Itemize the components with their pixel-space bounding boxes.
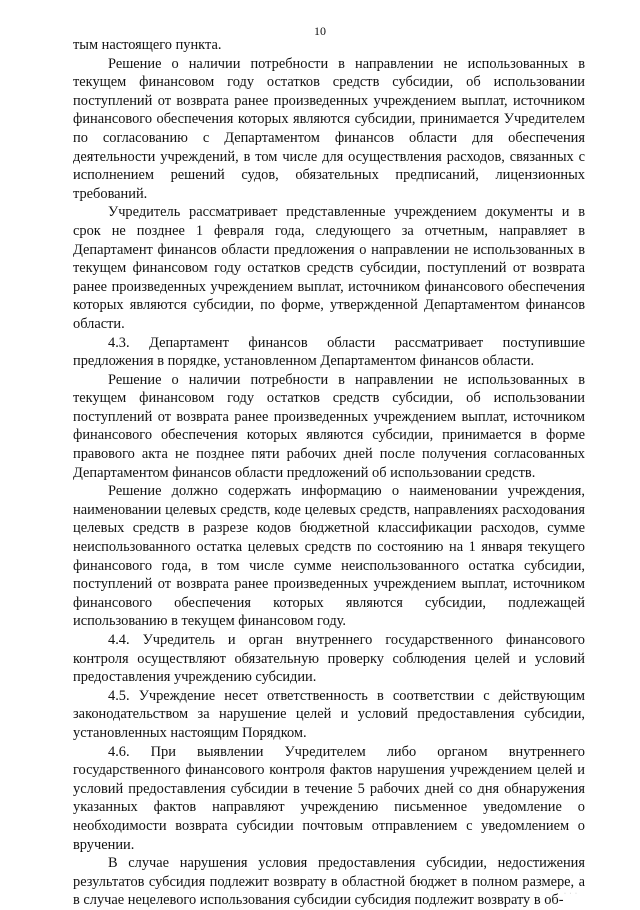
paragraph-continuation: тым настоящего пункта. — [73, 37, 222, 53]
paragraph-4-5: 4.5. Учреждение несет ответственность в соответствии с действующим законодательством за нарушение целей и условий предоставления субсидии, установленных настоящим Порядком. — [73, 687, 585, 741]
document-body — [73, 36, 585, 910]
paragraph-4-3: 4.3. Департамент финансов области рассматривает поступившие предложения в порядке, установленном Департаментом финансов области. — [73, 334, 585, 370]
paragraph-violation-return: В случае нарушения условия предоставления субсидии, недостижения результатов субсидия подлежит возврату в областной бюджет в полном размере, а в случае нецелевого использования субсидии субсидия подлежит возврату в об- — [73, 855, 585, 909]
paragraph-founder-review: Учредитель рассматривает представленные учреждением документы и в срок не позднее 1 февраля года, следующего за отчетным, направляет в Департамент финансов области предложения о направлении не использованных в текущем финансовом году остатков средств субсидии, поступлений от возврата ранее произведенных учреждением выплат, источником финансового обеспечения которых являются субсидии, по форме, утвержденной Департаментом финансов области. — [73, 204, 585, 332]
scan-mark: · · · — [564, 891, 578, 897]
paragraph-4-4: 4.4. Учредитель и орган внутреннего государственного финансового контроля осуществляют обязательную проверку соблюдения целей и условий предоставления учреждению субсидии. — [73, 632, 585, 686]
paragraph-decision-need: Решение о наличии потребности в направлении не использованных в текущем финансовом году остатков средств субсидии, об использовании поступлений от возврата ранее произведенных учреждением выплат, источником финансового обеспечения которых являются субсидии, принимается Учредителем по согласованию с Департаментом финансов области для обеспечения деятельности учреждений, в том числе для осуществления расходов, связанных с исполнением решений судов, обязательных предписаний, лицензионных требований. — [73, 55, 585, 202]
paragraph-decision-legal-act: Решение о наличии потребности в направлении не использованных в текущем финансовом году остатков средств субсидии, об использовании поступлений от возврата ранее произведенных учреждением выплат, источником финансового обеспечения которых являются субсидии, принимается в форме правового акта не позднее пяти рабочих дней после получения согласованных Департаментом финансов области предложений об использовании средств. — [73, 371, 585, 481]
page-number: 10 — [314, 24, 326, 38]
paragraph-4-6: 4.6. При выявлении Учредителем либо органом внутреннего государственного финансового контроля фактов нарушения учреждением целей и условий предоставления субсидии в течение 5 рабочих дней со дня обнаружения указанных фактов направляют учреждению письменное уведомление о необходимости возврата субсидии почтовым отправлением с уведомлением о вручении. — [73, 743, 585, 853]
paragraph-decision-content: Решение должно содержать информацию о наименовании учреждения, наименовании целевых средств, коде целевых средств, направлениях расходования целевых средств в разрезе кодов бюджетной классификации расходов, сумме неиспользованного остатка целевых средств по состоянию на 1 января текущего финансового года, в том числе сумме неиспользованного остатка субсидии, поступлений от возврата ранее произведенных учреждением выплат, источником финансового обеспечения которых являются субсидии, подлежащей использованию в текущем финансовом году. — [73, 483, 585, 630]
